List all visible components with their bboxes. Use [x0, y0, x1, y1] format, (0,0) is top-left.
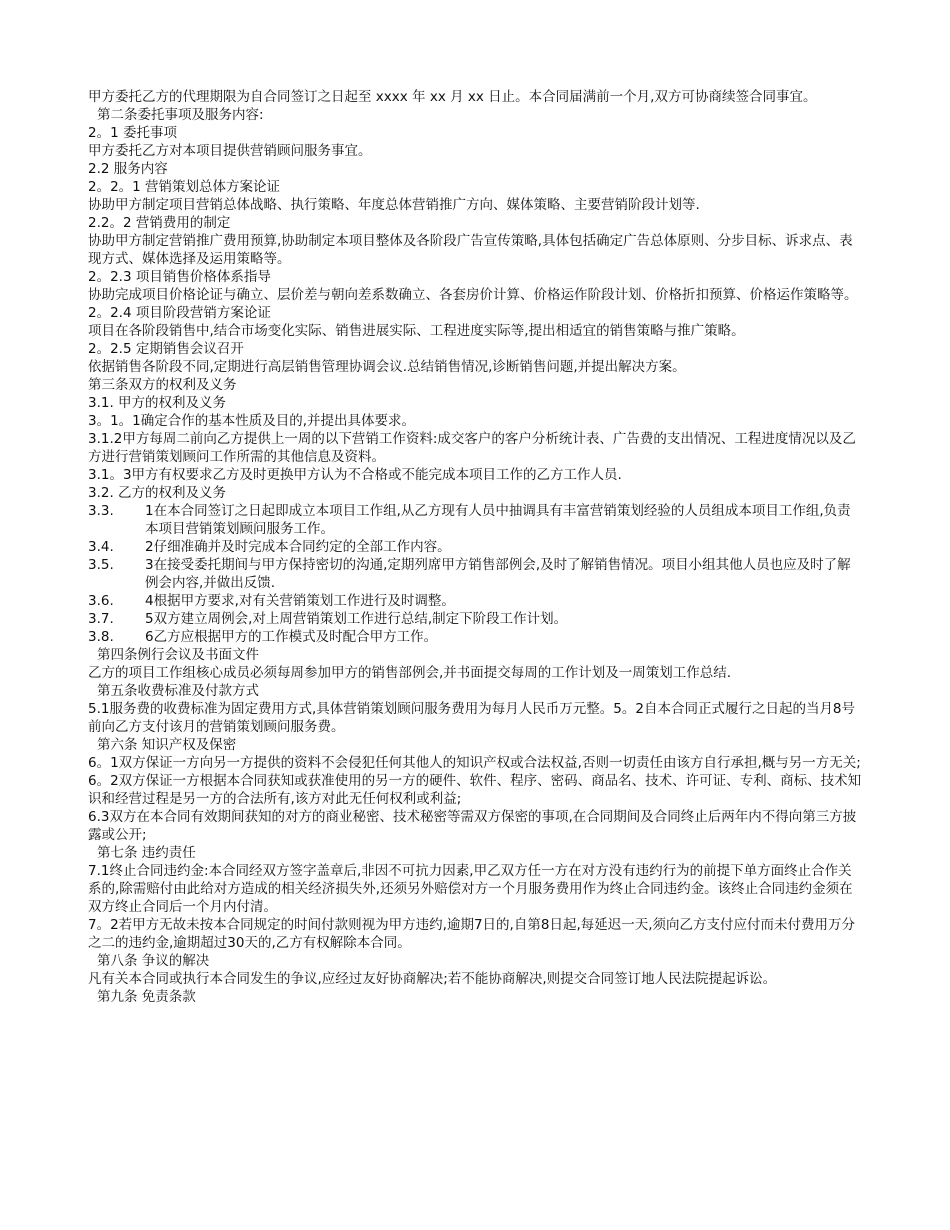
- paragraph-line: 2.2。2 营销费用的制定: [88, 215, 231, 231]
- contract-duties-list: [88, 502, 862, 646]
- duty-item-text: 6乙方应根据甲方的工作模式及时配合甲方工作。: [145, 629, 438, 645]
- contract-text-block-2: [88, 646, 862, 1006]
- article-heading: 第七条 违约责任: [97, 845, 196, 861]
- paragraph-line: 6。1双方保证一方向另一方提供的资料不会侵犯任何其他人的知识产权或合法权益,否则一切责任由该方自行承担,概与另一方无关;: [88, 755, 861, 771]
- article-heading: 第九条 免责条款: [97, 989, 196, 1005]
- duty-item-text: 4根据甲方要求,对有关营销策划工作进行及时调整。: [145, 593, 455, 609]
- duty-item: [88, 538, 862, 556]
- duty-item-number: 3.6.: [88, 593, 114, 609]
- duty-item-text: 1在本合同签订之日起即成立本项目工作组,从乙方现有人员中抽调具有丰富营销策划经验的人员组成本项目工作组,负责本项目营销策划顾问服务工作。: [145, 503, 851, 537]
- paragraph-line: 6。2双方保证一方根据本合同获知或获准使用的另一方的硬件、软件、程序、密码、商品名、技术、许可证、专利、商标、技术知识和经营过程是另一方的合法所有,该方对此无任何权利或利益;: [88, 773, 862, 807]
- paragraph-line: 2.2 服务内容: [88, 161, 168, 177]
- duty-item-text: 2仔细准确并及时完成本合同约定的全部工作内容。: [145, 539, 451, 555]
- paragraph-line: 甲方委托乙方对本项目提供营销顾问服务事宜。: [88, 143, 372, 159]
- paragraph-line: 2。2.3 项目销售价格体系指导: [88, 269, 271, 285]
- duty-item-text: 5双方建立周例会,对上周营销策划工作进行总结,制定下阶段工作计划。: [145, 611, 568, 627]
- paragraph-line: 7。2若甲方无故未按本合同规定的时间付款则视为甲方违约,逾期7日的,自第8日起,每延迟一天,须向乙方支付应付而未付费用万分之二的违约金,逾期超过30天的,乙方有权解除本合同。: [88, 917, 856, 951]
- paragraph-line: 2。2.4 项目阶段营销方案论证: [88, 305, 271, 321]
- duty-item: [88, 628, 862, 646]
- paragraph-line: 5.1服务费的收费标准为固定费用方式,具体营销策划顾问服务费用为每月人民币万元整。5。2自本合同正式履行之日起的当月8号前向乙方支付该月的营销策划顾问服务费。: [88, 701, 856, 735]
- paragraph-line: 3。1。1确定合作的基本性质及目的,并提出具体要求。: [88, 413, 416, 429]
- duty-item: [88, 610, 862, 628]
- duty-item: [88, 502, 862, 538]
- paragraph-line: 乙方的项目工作组核心成员必须每周参加甲方的销售部例会,并书面提交每周的工作计划及一周策划工作总结.: [88, 665, 732, 681]
- duty-item-number: 3.4.: [88, 539, 114, 555]
- article-heading: 第六条 知识产权及保密: [97, 737, 237, 753]
- paragraph-line: 项目在各阶段销售中,结合市场变化实际、销售进展实际、工程进度实际等,提出相适宜的销售策略与推广策略。: [88, 323, 745, 339]
- article-heading: 第五条收费标准及付款方式: [97, 683, 259, 699]
- article-heading: 第八条 争议的解决: [97, 953, 210, 969]
- paragraph-line: 3.1. 甲方的权利及义务: [88, 395, 227, 411]
- duty-item-number: 3.5.: [88, 557, 114, 573]
- duty-item: [88, 556, 862, 592]
- duty-item-number: 3.7.: [88, 611, 114, 627]
- duty-item: [88, 592, 862, 610]
- paragraph-line: 2。2.5 定期销售会议召开: [88, 341, 244, 357]
- paragraph-line: 7.1终止合同违约金:本合同经双方签字盖章后,非因不可抗力因素,甲乙双方任一方在对方没有违约行为的前提下单方面终止合作关系的,除需赔付由此给对方造成的相关经济损失外,还须另外赔偿对方一个月服务费用作为终止合同违约金。该终止合同违约金须在双方终止合同后一个月内付清。: [88, 863, 853, 915]
- paragraph-line: 3.1。3甲方有权要求乙方及时更换甲方认为不合格或不能完成本项目工作的乙方工作人员.: [88, 467, 622, 483]
- paragraph-line: 协助甲方制定项目营销总体战略、执行策略、年度总体营销推广方向、媒体策略、主要营销阶段计划等.: [88, 197, 700, 213]
- article-heading: 第四条例行会议及书面文件: [97, 647, 259, 663]
- paragraph-line: 协助完成项目价格论证与确立、层价差与朝向差系数确立、各套房价计算、价格运作阶段计划、价格折扣预算、价格运作策略等。: [88, 287, 858, 303]
- paragraph-line: 甲方委托乙方的代理期限为自合同签订之日起至 xxxx 年 xx 月 xx 日止。本合同届满前一个月,双方可协商续签合同事宜。: [88, 89, 817, 105]
- paragraph-line: 依据销售各阶段不同,定期进行高层销售管理协调会议.总结销售情况,诊断销售问题,并提出解决方案。: [88, 359, 686, 375]
- paragraph-line: 凡有关本合同或执行本合同发生的争议,应经过友好协商解决;若不能协商解决,则提交合同签订地人民法院提起诉讼。: [88, 971, 777, 987]
- paragraph-line: 6.3双方在本合同有效期间获知的对方的商业秘密、技术秘密等需双方保密的事项,在合同期间及合同终止后两年内不得向第三方披露或公开;: [88, 809, 857, 843]
- duty-item-text: 3在接受委托期间与甲方保持密切的沟通,定期列席甲方销售部例会,及时了解销售情况。项目小组其他人员也应及时了解例会内容,并做出反馈.: [145, 557, 851, 591]
- contract-text-block-1: [88, 88, 862, 502]
- paragraph-line: 2。1 委托事项: [88, 125, 177, 141]
- paragraph-line: 3.1.2甲方每周二前向乙方提供上一周的以下营销工作资料:成交客户的客户分析统计表、广告费的支出情况、工程进度情况以及乙方进行营销策划顾问工作所需的其他信息及资料。: [88, 431, 856, 465]
- duty-item-number: 3.3.: [88, 503, 114, 519]
- paragraph-line: 2。2。1 营销策划总体方案论证: [88, 179, 281, 195]
- paragraph-line: 第三条双方的权利及义务: [88, 377, 237, 393]
- duty-item-number: 3.8.: [88, 629, 114, 645]
- paragraph-line: 协助甲方制定营销推广费用预算,协助制定本项目整体及各阶段广告宣传策略,具体包括确定广告总体原则、分步目标、诉求点、表现方式、媒体选择及运用策略等。: [88, 233, 853, 267]
- article-heading: 第二条委托事项及服务内容:: [97, 107, 264, 123]
- paragraph-line: 3.2. 乙方的权利及义务: [88, 485, 227, 501]
